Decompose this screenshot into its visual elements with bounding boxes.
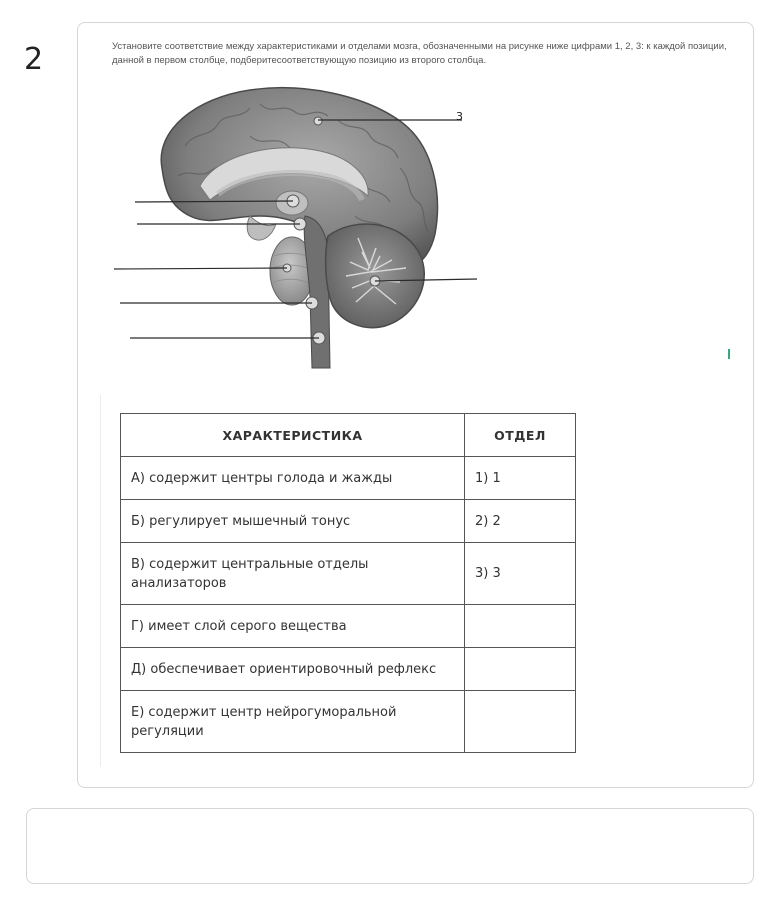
table-header-section: ОТДЕЛ (465, 414, 576, 457)
table-row (121, 543, 576, 605)
question-instruction: Установите соответствие между характеристиками и отделами мозга, обозначенными на рисунке ниже цифрами 1, 2, 3: к каждой позиции, данной в первом столбце, подберитесоответствующую позицию из второго столбца. (112, 41, 727, 66)
matching-table (120, 413, 576, 753)
table-row (121, 500, 576, 543)
characteristic-cell: Б) регулирует мышечный тонус (121, 500, 465, 543)
brain-figure (100, 76, 520, 376)
characteristic-cell: А) содержит центры голода и жажды (121, 457, 465, 500)
table-row (121, 648, 576, 691)
divider-line (100, 395, 101, 767)
accent-mark (728, 349, 730, 359)
table-header-characteristic: ХАРАКТЕРИСТИКА (121, 414, 465, 457)
section-cell: 1) 1 (465, 457, 576, 500)
answer-input-box[interactable] (26, 808, 754, 884)
figure-label-3: 3 (456, 110, 463, 123)
characteristic-cell: Д) обеспечивает ориентировочный рефлекс (121, 648, 465, 691)
section-cell (465, 691, 576, 753)
section-cell (465, 605, 576, 648)
table-row (121, 605, 576, 648)
section-cell: 2) 2 (465, 500, 576, 543)
section-cell: 3) 3 (465, 543, 576, 605)
characteristic-cell: В) содержит центральные отделы анализаторов (121, 543, 465, 605)
characteristic-cell: Г) имеет слой серого вещества (121, 605, 465, 648)
table-row (121, 691, 576, 753)
section-cell (465, 648, 576, 691)
question-number: 2 (24, 42, 44, 77)
table-row (121, 457, 576, 500)
characteristic-cell: Е) содержит центр нейрогуморальной регуляции (121, 691, 465, 753)
